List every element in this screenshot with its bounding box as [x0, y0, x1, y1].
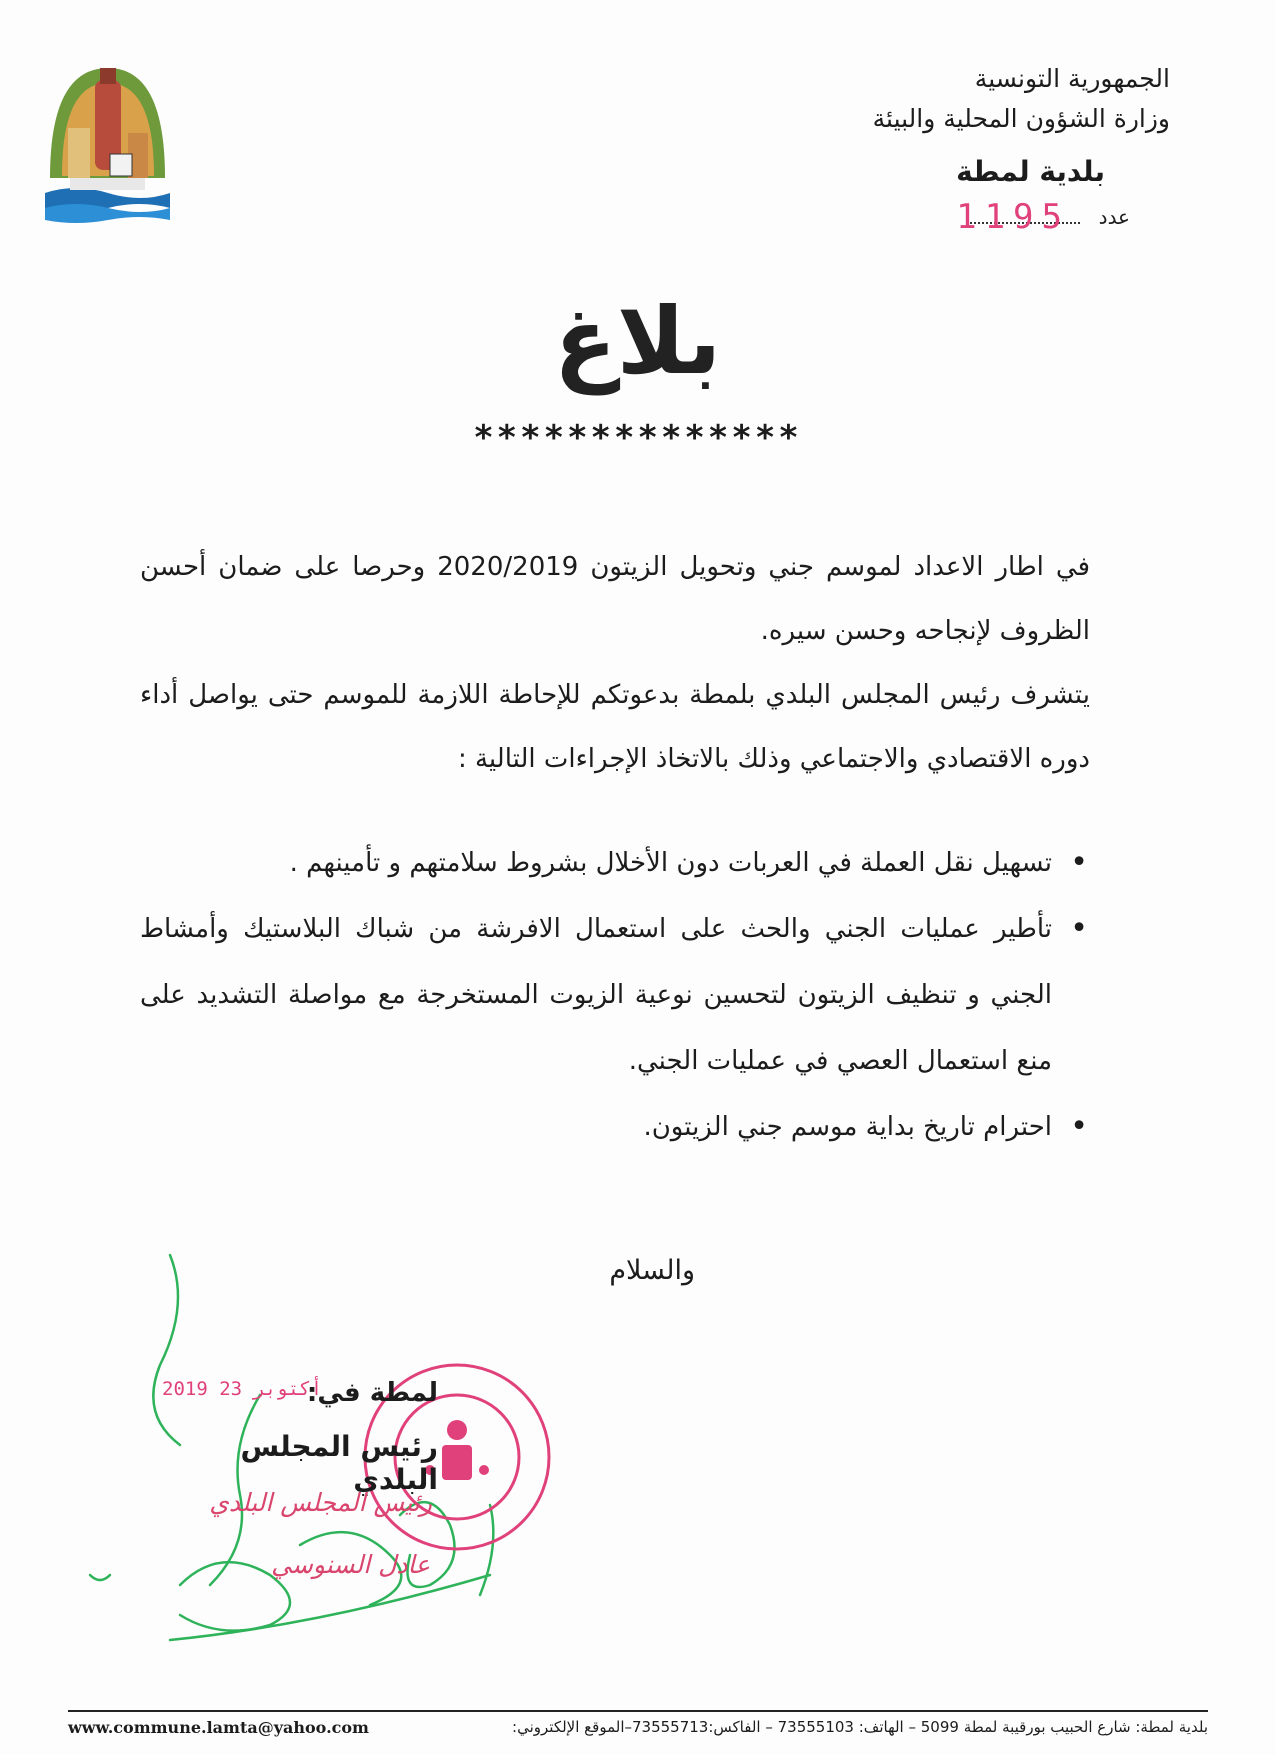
date-stamp: 2019 أكتوبر 23 [162, 1378, 323, 1400]
intro-paragraph: في اطار الاعداد لموسم جني وتحويل الزيتون 2020/2019 وحرصا على ضمان أحسن الظروف لإنجاحه وحسن سيره. [140, 552, 1090, 646]
footer-divider [68, 1710, 1208, 1712]
list-item: • احترام تاريخ بداية موسم جني الزيتون. [140, 1094, 1090, 1160]
municipality-logo [40, 58, 175, 236]
list-item: • تأطير عمليات الجني والحث على استعمال الافرشة من شباك البلاستيك وأمشاط الجني و تنظيف الزيتون لتحسين نوعية الزيوت المستخرجة مع مواصلة التشديد على منع استعمال العصي في عمليات الجني. [140, 896, 1090, 1094]
footer [68, 1718, 1208, 1737]
country-name: الجمهورية التونسية [974, 64, 1170, 93]
title-separator: ************** [473, 418, 802, 458]
reference-label: عدد [1098, 205, 1130, 229]
reference-number-stamp: 1195 [956, 197, 1070, 237]
closing-salutation: والسلام [609, 1255, 695, 1286]
notice-body [140, 535, 1090, 791]
invitation-paragraph: يتشرف رئيس المجلس البلدي بلمطة بدعوتكم للإحاطة اللازمة للموسم حتى يواصل أداء دوره الاقتصادي والاجتماعي وذلك بالاتخاذ الإجراءات التالية : [140, 680, 1090, 774]
reference-number [956, 197, 1130, 237]
footer-address: بلدية لمطة: شارع الحبيب بورقيبة لمطة 5099 – الهاتف: 73555103 – الفاكس:73555713–الموقع الإلكتروني: [512, 1718, 1208, 1736]
footer-website: www.commune.lamta@yahoo.com [68, 1718, 369, 1737]
municipality-name: بلدية لمطة [956, 155, 1105, 188]
notice-title: بلاغ [553, 288, 722, 395]
signature-place: لمطة في: [306, 1378, 438, 1408]
list-item: • تسهيل نقل العملة في العربات دون الأخلال بشروط سلامتهم و تأمينهم . [140, 830, 1090, 896]
role-stamp: رئيس المجلس البلدي [209, 1488, 432, 1517]
measures-list [140, 830, 1090, 1160]
ministry-name: وزارة الشؤون المحلية والبيئة [872, 104, 1170, 133]
name-stamp: عادل السنوسي [271, 1550, 430, 1579]
signatory-role: رئيس المجلس البلدي [240, 1430, 438, 1496]
